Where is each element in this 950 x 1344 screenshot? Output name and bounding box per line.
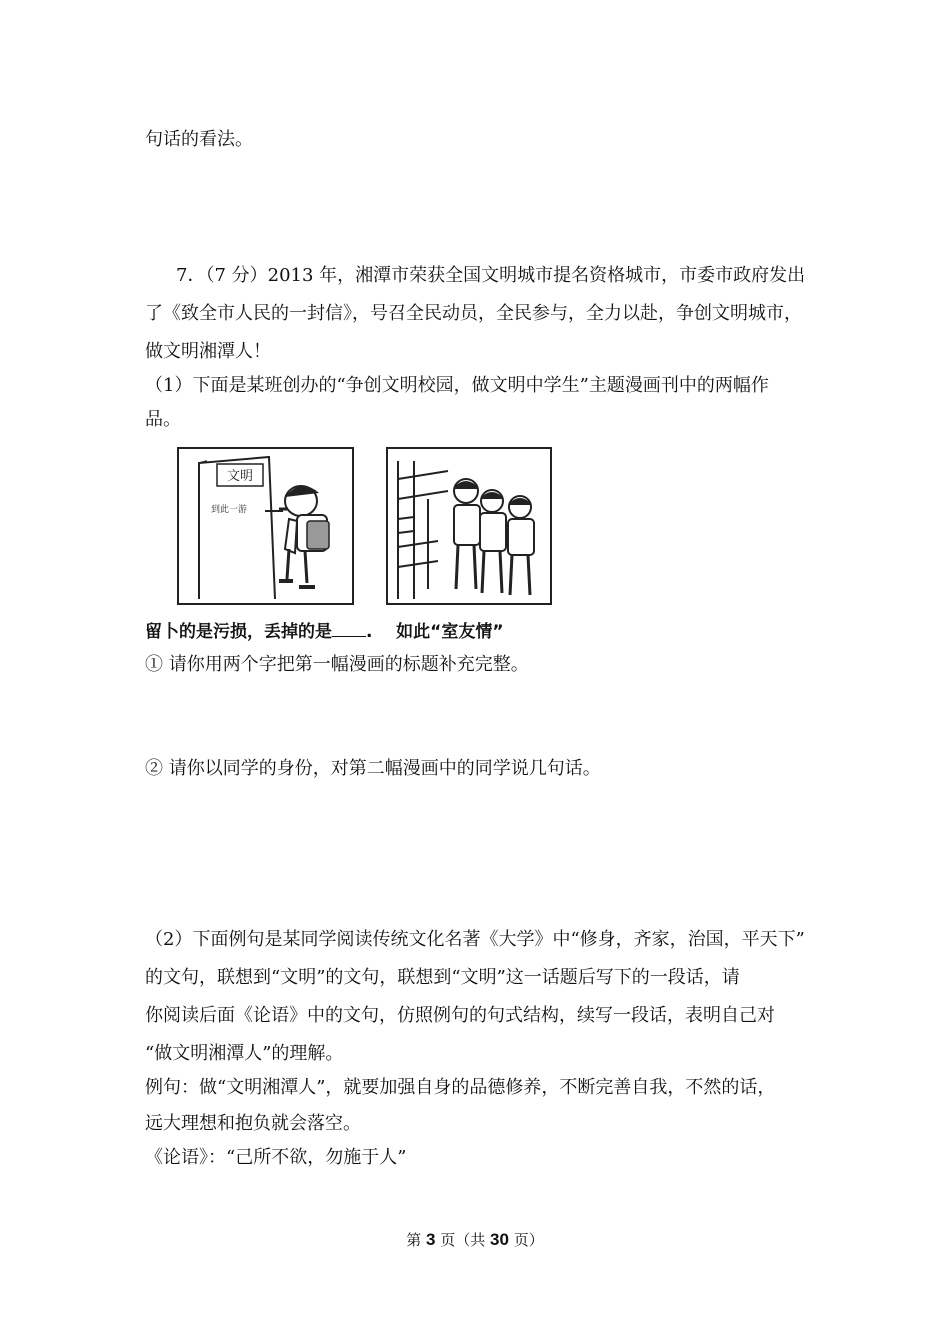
text-line: 句话的看法。 bbox=[145, 129, 253, 150]
comic-dorm-illustration bbox=[388, 449, 550, 603]
comic-panel-1 bbox=[177, 447, 354, 605]
page-footer bbox=[0, 1229, 950, 1250]
footer-middle: 页（共 bbox=[435, 1231, 491, 1249]
text-line: 做文明湘潭人！ bbox=[145, 341, 271, 362]
text-line: 远大理想和抱负就会落空。 bbox=[145, 1113, 361, 1134]
comic-door-graffiti-illustration bbox=[179, 449, 352, 603]
sub-question-2: （2）下面例句是某同学阅读传统文化名著《大学》中“修身，齐家，治国，平天下” bbox=[145, 929, 805, 950]
example-sentence: 例句：做“文明湘潭人”，就要加强自身的品德修养，不断完善自我，不然的话， bbox=[145, 1077, 776, 1098]
comic-panel-2 bbox=[386, 447, 552, 605]
footer-suffix: 页） bbox=[508, 1231, 544, 1249]
sub-question-1: （1）下面是某班创办的“争创文明校园，做文明中学生”主题漫画刊中的两幅作 bbox=[145, 375, 769, 396]
text-line: 的文句，联想到“文明”的文句，联想到“文明”这一话题后写下的一段话，请 bbox=[145, 967, 740, 988]
footer-prefix: 第 bbox=[406, 1231, 427, 1249]
caption-right: 如此“室友情” bbox=[396, 622, 504, 642]
sub-item-1: ① 请你用两个字把第一幅漫画的标题补充完整。 bbox=[145, 654, 529, 675]
caption-blank bbox=[332, 620, 366, 637]
caption-period: . bbox=[366, 622, 373, 642]
text-line: 品。 bbox=[145, 409, 181, 430]
page-number: 3 bbox=[426, 1230, 436, 1249]
comic-caption bbox=[145, 617, 504, 642]
graffiti-text: 到此一游 bbox=[211, 505, 248, 515]
sub-item-2: ② 请你以同学的身份，对第二幅漫画中的同学说几句话。 bbox=[145, 758, 601, 779]
text-line: “做文明湘潭人”的理解。 bbox=[145, 1043, 344, 1064]
text-line: 了《致全市人民的一封信》，号召全民动员，全民参与，全力以赴，争创文明城市， bbox=[145, 303, 802, 324]
question-7-heading: 7．（7 分）2013 年，湘潭市荣获全国文明城市提名资格城市，市委市政府发出 bbox=[176, 265, 806, 286]
caption-left: 留卜的是污损，丢掉的是 bbox=[145, 622, 332, 642]
lunyu-quote: 《论语》：“己所不欲，勿施于人” bbox=[145, 1147, 407, 1168]
page-total: 30 bbox=[490, 1230, 509, 1249]
door-sign-text: 文明 bbox=[226, 469, 254, 484]
text-line: 你阅读后面《论语》中的文句，仿照例句的句式结构，续写一段话，表明自己对 bbox=[145, 1005, 775, 1026]
